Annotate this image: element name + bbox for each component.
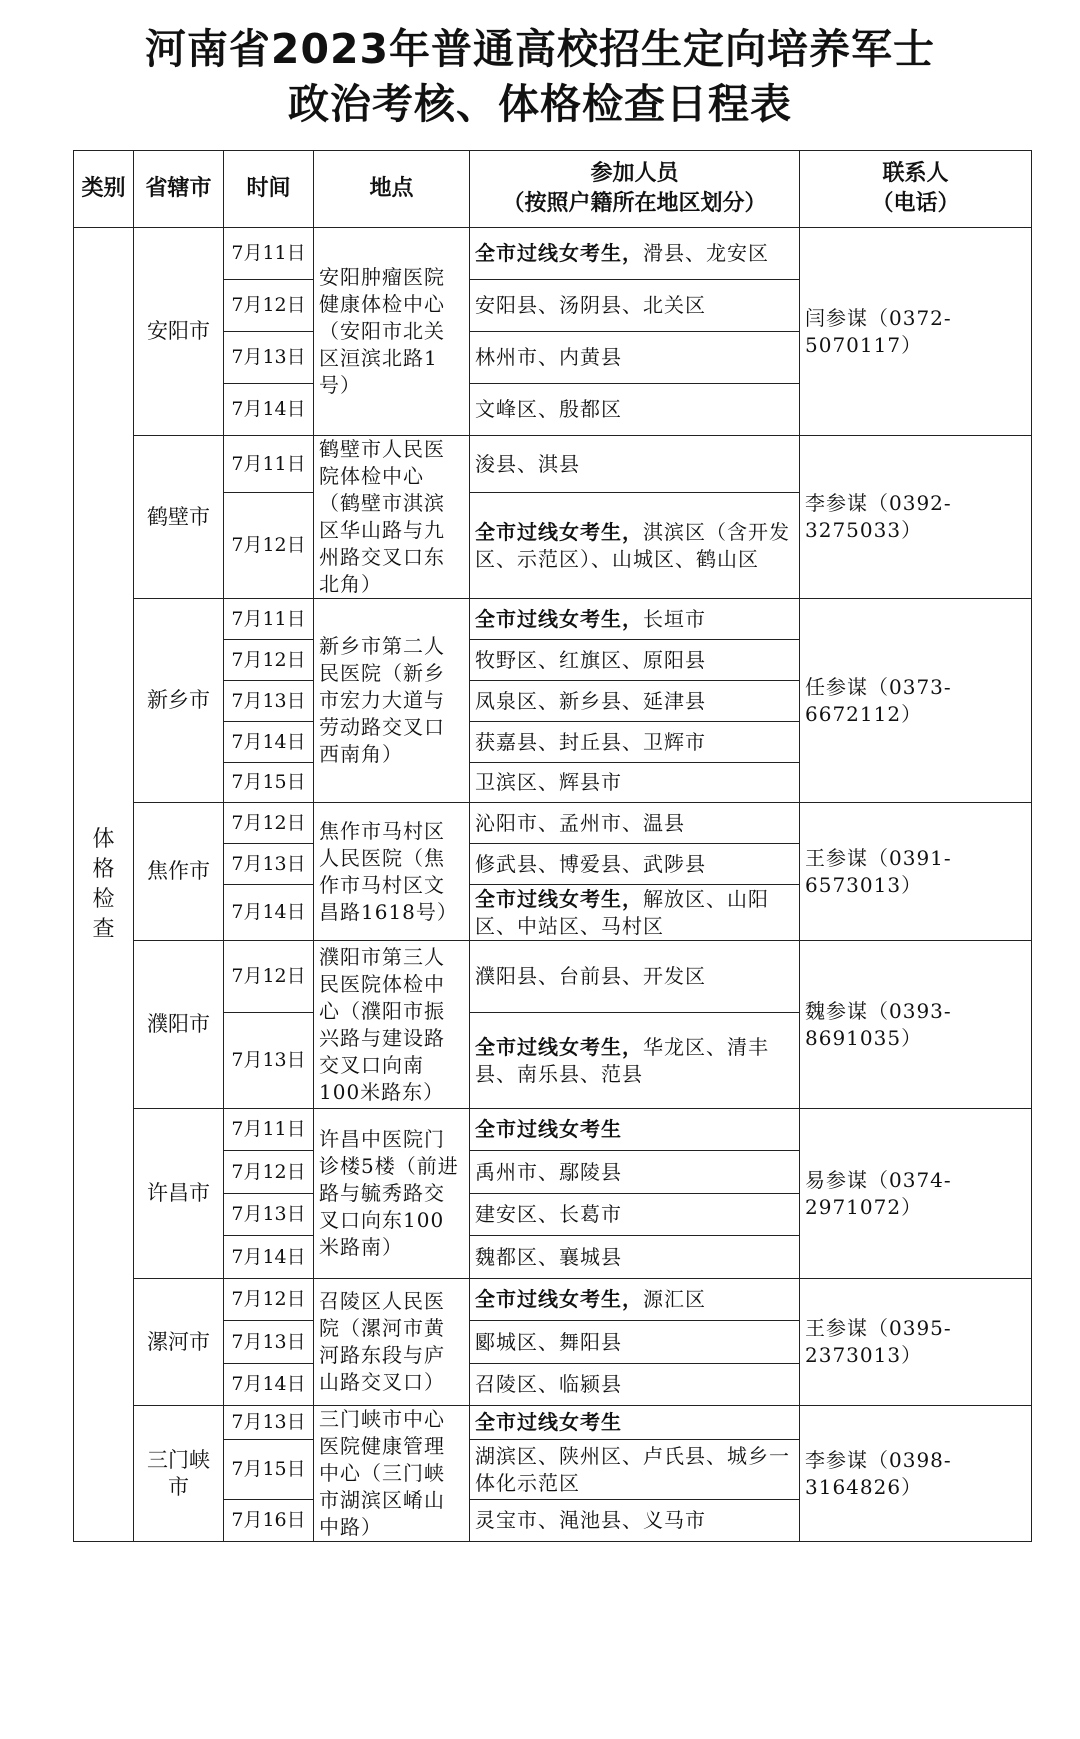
participants-cell	[470, 1321, 800, 1364]
female-candidates-note: 全市过线女考生，	[475, 519, 643, 544]
participant-districts: 禹州市、鄢陵县	[475, 1159, 622, 1184]
exam-location: 鹤壁市人民医院体检中心（鹤壁市淇滨区华山路与九州路交叉口东北角）	[314, 436, 470, 599]
participants-cell	[470, 763, 800, 803]
exam-date: 7月12日	[224, 1279, 314, 1321]
exam-location: 焦作市马村区人民医院（焦作市马村区文昌路1618号）	[314, 803, 470, 941]
exam-date: 7月13日	[224, 332, 314, 384]
contact-person: 王参谋（0395-2373013）	[800, 1279, 1032, 1406]
schedule-row	[74, 1279, 1032, 1321]
participant-districts: 修武县、博爱县、武陟县	[475, 851, 706, 876]
participant-districts: 解放区、山阳区、中站区、马村区	[475, 886, 769, 938]
participants-cell	[470, 1236, 800, 1279]
participant-districts: 获嘉县、封丘县、卫辉市	[475, 729, 706, 754]
participant-districts: 召陵区、临颍县	[475, 1372, 622, 1396]
exam-date: 7月13日	[224, 844, 314, 885]
schedule-row	[74, 803, 1032, 844]
contact-person: 任参谋（0373-6672112）	[800, 599, 1032, 803]
document-title	[0, 22, 1080, 132]
participants-cell	[470, 1440, 800, 1500]
participants-cell	[470, 493, 800, 599]
exam-location: 安阳肿瘤医院健康体检中心（安阳市北关区洹滨北路1号）	[314, 228, 470, 436]
header-contact	[800, 151, 1032, 228]
exam-date: 7月11日	[224, 228, 314, 280]
contact-person: 李参谋（0392-3275033）	[800, 436, 1032, 599]
header-contact-note: （电话）	[871, 191, 960, 216]
participant-districts: 灵宝市、渑池县、义马市	[475, 1508, 706, 1533]
participant-districts: 文峰区、殷都区	[475, 397, 622, 421]
title-line-2: 政治考核、体格检查日程表	[288, 80, 792, 128]
participant-districts: 牧野区、红旗区、原阳县	[475, 647, 706, 672]
schedule-row	[74, 941, 1032, 1013]
exam-date: 7月12日	[224, 1151, 314, 1194]
participant-districts: 沁阳市、孟州市、温县	[475, 810, 685, 835]
participants-cell	[470, 280, 800, 332]
participant-districts: 淇滨区（含开发区、示范区）、山城区、鹤山区	[475, 519, 790, 571]
participant-districts: 华龙区、清丰县、南乐县、范县	[475, 1034, 769, 1086]
participant-districts: 滑县、龙安区	[643, 241, 769, 265]
exam-date: 7月13日	[224, 1194, 314, 1236]
exam-date: 7月11日	[224, 599, 314, 640]
exam-date: 7月13日	[224, 1013, 314, 1109]
participants-cell	[470, 1406, 800, 1440]
participants-cell	[470, 1364, 800, 1406]
exam-location: 新乡市第二人民医院（新乡市宏力大道与劳动路交叉口西南角）	[314, 599, 470, 803]
exam-date: 7月14日	[224, 722, 314, 763]
participants-cell	[470, 1194, 800, 1236]
exam-date: 7月11日	[224, 436, 314, 493]
exam-date: 7月12日	[224, 280, 314, 332]
participant-districts: 建安区、长葛市	[475, 1202, 622, 1226]
schedule-row	[74, 436, 1032, 493]
contact-person: 王参谋（0391-6573013）	[800, 803, 1032, 941]
participants-cell	[470, 436, 800, 493]
participants-cell	[470, 228, 800, 280]
participant-districts: 源汇区	[643, 1287, 706, 1311]
participants-cell	[470, 722, 800, 763]
participants-cell	[470, 1109, 800, 1151]
exam-location: 许昌中医院门诊楼5楼（前进路与毓秀路交叉口向东100米路南）	[314, 1109, 470, 1279]
participants-cell	[470, 1279, 800, 1321]
participants-cell	[470, 844, 800, 885]
participant-districts: 湖滨区、陕州区、卢氏县、城乡一体化示范区	[475, 1443, 790, 1495]
participants-cell	[470, 332, 800, 384]
participants-cell	[470, 640, 800, 681]
header-row	[74, 151, 1032, 228]
participants-cell	[470, 803, 800, 844]
participant-districts: 浚县、淇县	[475, 451, 580, 476]
schedule-row	[74, 228, 1032, 280]
exam-date: 7月14日	[224, 1364, 314, 1406]
city-name: 焦作市	[134, 803, 224, 941]
participant-districts: 凤泉区、新乡县、延津县	[475, 688, 706, 713]
participant-districts: 安阳县、汤阴县、北关区	[475, 293, 706, 317]
participant-districts: 卫滨区、辉县市	[475, 770, 622, 794]
exam-date: 7月12日	[224, 493, 314, 599]
exam-location: 召陵区人民医院（漯河市黄河路东段与庐山路交叉口）	[314, 1279, 470, 1406]
exam-date: 7月13日	[224, 1321, 314, 1364]
female-candidates-note: 全市过线女考生，	[475, 241, 643, 265]
city-name: 安阳市	[134, 228, 224, 436]
header-location: 地点	[314, 151, 470, 228]
exam-date: 7月14日	[224, 885, 314, 941]
contact-person: 李参谋（0398-3164826）	[800, 1406, 1032, 1542]
exam-date: 7月12日	[224, 803, 314, 844]
participants-cell	[470, 681, 800, 722]
participants-cell	[470, 1500, 800, 1542]
exam-location: 三门峡市中心医院健康管理中心（三门峡市湖滨区崤山中路）	[314, 1406, 470, 1542]
participant-districts: 长垣市	[643, 606, 706, 631]
header-city: 省辖市	[134, 151, 224, 228]
participant-districts: 林州市、内黄县	[475, 345, 622, 369]
category-cell	[74, 228, 134, 1542]
participants-cell	[470, 885, 800, 941]
participant-districts: 濮阳县、台前县、开发区	[475, 964, 706, 988]
city-name: 三门峡市	[134, 1406, 224, 1542]
contact-person: 魏参谋（0393-8691035）	[800, 941, 1032, 1109]
participants-cell	[470, 599, 800, 640]
participants-cell	[470, 1013, 800, 1109]
city-name: 鹤壁市	[134, 436, 224, 599]
category-label: 体格检查	[92, 826, 115, 942]
exam-date: 7月12日	[224, 640, 314, 681]
exam-date: 7月13日	[224, 681, 314, 722]
exam-location: 濮阳市第三人民医院体检中心（濮阳市振兴路与建设路交叉口向南100米路东）	[314, 941, 470, 1109]
header-contact-title: 联系人	[882, 161, 949, 186]
header-participants-title: 参加人员	[590, 161, 679, 186]
header-category: 类别	[74, 151, 134, 228]
contact-person: 易参谋（0374-2971072）	[800, 1109, 1032, 1279]
header-participants	[470, 151, 800, 228]
female-candidates-note: 全市过线女考生	[475, 1117, 622, 1141]
exam-date: 7月13日	[224, 1406, 314, 1440]
exam-date: 7月14日	[224, 384, 314, 436]
female-candidates-note: 全市过线女考生，	[475, 1034, 643, 1059]
schedule-row	[74, 1406, 1032, 1440]
participant-districts: 魏都区、襄城县	[475, 1244, 622, 1269]
female-candidates-note: 全市过线女考生，	[475, 606, 643, 631]
exam-date: 7月15日	[224, 763, 314, 803]
female-candidates-note: 全市过线女考生，	[475, 886, 643, 911]
header-participants-note: （按照户籍所在地区划分）	[502, 191, 767, 216]
city-name: 许昌市	[134, 1109, 224, 1279]
city-name: 新乡市	[134, 599, 224, 803]
participants-cell	[470, 384, 800, 436]
schedule-table	[73, 150, 1032, 1542]
participant-districts: 郾城区、舞阳县	[475, 1329, 622, 1354]
city-name: 濮阳市	[134, 941, 224, 1109]
header-time: 时间	[224, 151, 314, 228]
participants-cell	[470, 1151, 800, 1194]
female-candidates-note: 全市过线女考生，	[475, 1287, 643, 1311]
exam-date: 7月16日	[224, 1500, 314, 1542]
exam-date: 7月11日	[224, 1109, 314, 1151]
contact-person: 闫参谋（0372-5070117）	[800, 228, 1032, 436]
city-name: 漯河市	[134, 1279, 224, 1406]
female-candidates-note: 全市过线女考生	[475, 1410, 622, 1435]
schedule-row	[74, 1109, 1032, 1151]
title-line-1: 河南省2023年普通高校招生定向培养军士	[144, 25, 936, 73]
participants-cell	[470, 941, 800, 1013]
exam-date: 7月14日	[224, 1236, 314, 1279]
exam-date: 7月15日	[224, 1440, 314, 1500]
exam-date: 7月12日	[224, 941, 314, 1013]
schedule-row	[74, 599, 1032, 640]
